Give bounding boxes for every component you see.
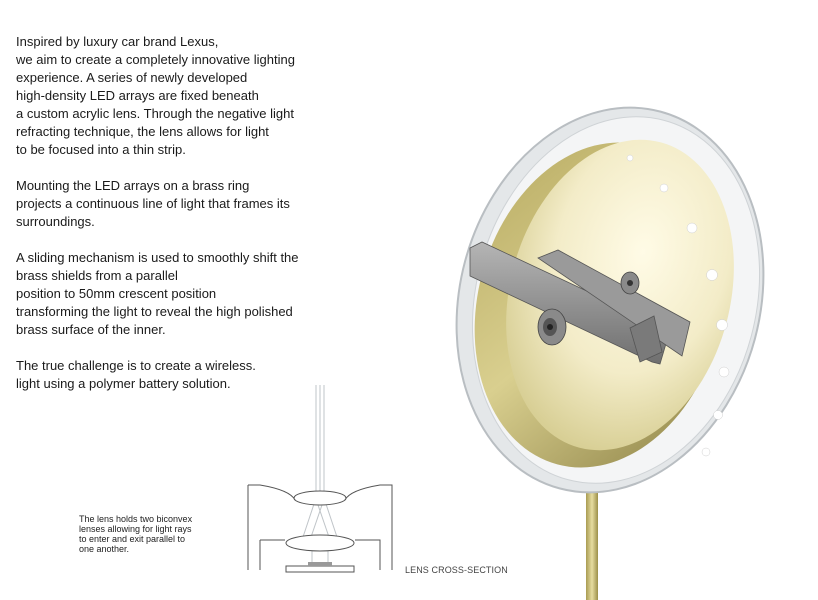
lens-cross-section-diagram (240, 380, 410, 580)
lens-caption: The lens holds two biconvex lenses allowing for light rays to enter and exit parallel to one another. (79, 514, 193, 554)
paragraph-sliding-mechanism: A sliding mechanism is used to smoothly shift the brass shields from a parallel position to 50mm crescent position transforming the light to reveal the high polished brass surface of the inner. (16, 250, 299, 337)
paragraph-brass-ring: Mounting the LED arrays on a brass ring projects a continuous line of light that frames its surroundings. (16, 178, 290, 229)
paragraph-intro: Inspired by luxury car brand Lexus, we aim to create a completely innovative lighting experience. A series of newly developed high-density LED arrays are fixed beneath a custom acrylic lens. Through the negative light refracting technique, the lens allows for light to be focused into a thin strip. (16, 34, 295, 157)
paragraph-challenge: The true challenge is to create a wireless. light using a polymer battery solution. (16, 358, 256, 391)
description-text (16, 33, 326, 411)
lamp-render (430, 100, 818, 600)
lens-cross-section-label: LENS CROSS-SECTION (405, 565, 508, 575)
